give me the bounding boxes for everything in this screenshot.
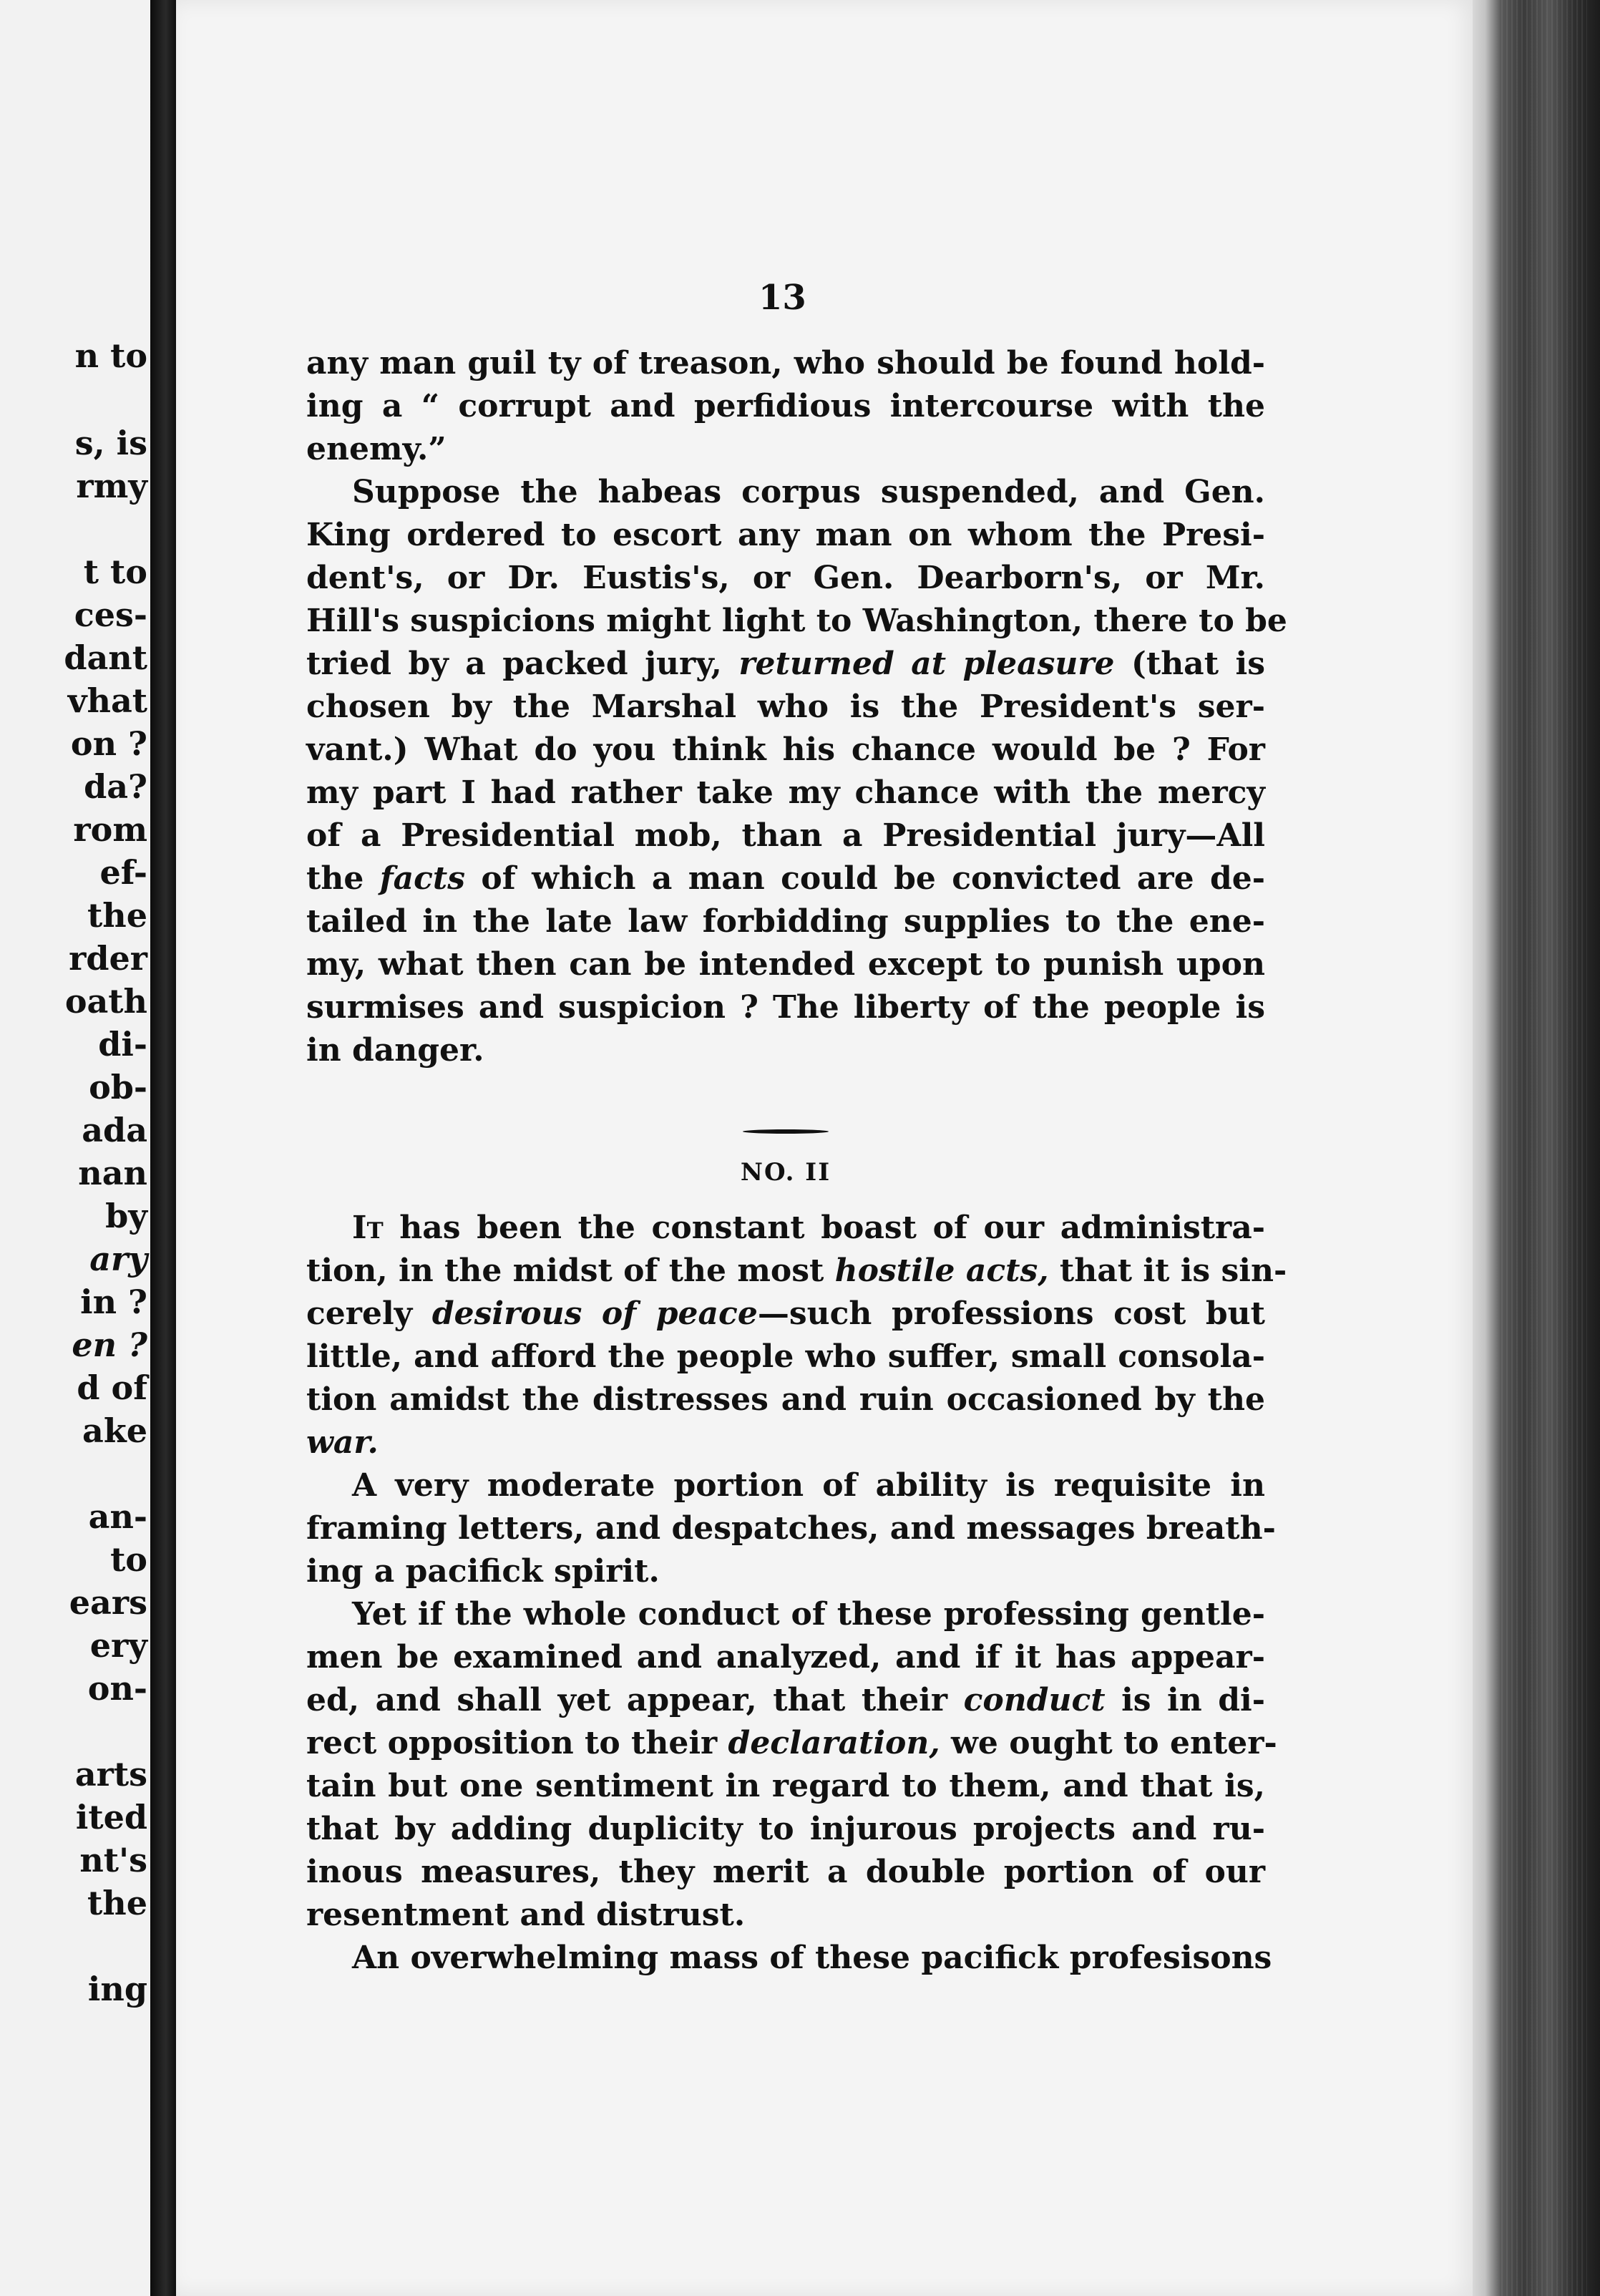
text-line: Suppose the habeas corpus suspended, and Gen. — [352, 474, 1265, 510]
text-line: my, what then can be intended except to punish upon — [306, 946, 1265, 983]
text-line: A very moderate portion of ability is requisite in — [352, 1467, 1265, 1504]
italic-text: conduct — [963, 1682, 1106, 1718]
paragraph — [306, 1207, 1287, 1464]
facing-page-fragment-line: n to — [74, 336, 147, 375]
facing-page-fragment-line: da? — [84, 767, 147, 806]
text-line: little, and afford the people who suffer, small consola- — [306, 1338, 1265, 1375]
text-line: dent's, or Dr. Eustis's, or Gen. Dearborn's, or Mr. — [306, 560, 1265, 596]
text-run: has been the constant boast of our administra- — [383, 1210, 1265, 1246]
facing-page-fragment-line: on ? — [70, 724, 147, 763]
facing-page-fragment-line: vhat — [67, 681, 147, 720]
facing-page-fragment-line: nan — [78, 1154, 147, 1192]
paragraph — [306, 342, 1265, 471]
drop-word: It — [352, 1210, 384, 1246]
text-line: tain but one sentiment in regard to them, and that is, — [306, 1768, 1265, 1804]
facing-page-fragment-line: dant — [64, 638, 147, 677]
text-run: (that is — [1131, 646, 1265, 682]
section-heading: NO. II — [740, 1158, 831, 1187]
text-run: cerely — [306, 1295, 413, 1332]
facing-page-fragment-line: on- — [87, 1669, 147, 1708]
text-line: tailed in the late law forbidding supplies to the ene- — [306, 903, 1265, 940]
facing-page-fragment-line: the — [87, 896, 147, 935]
text-run: tion, in the midst of the most — [306, 1252, 824, 1289]
facing-page-fragment-line: ces- — [74, 595, 147, 634]
text-line — [306, 1293, 1265, 1336]
text-line: resentment and distrust. — [306, 1897, 746, 1933]
facing-page-fragment-line: nt's — [79, 1841, 147, 1879]
text-line: that by adding duplicity to injurous projects and ru- — [306, 1811, 1265, 1847]
facing-page-fragment-line: ada — [82, 1111, 147, 1149]
text-line — [306, 857, 1265, 900]
paragraph — [306, 1464, 1276, 1593]
text-line — [306, 1207, 1265, 1250]
facing-page-fragment-line: di- — [98, 1025, 147, 1064]
text-run: rect opposition to their — [306, 1725, 718, 1761]
text-line — [306, 643, 1265, 686]
facing-page-fragment-line: rom — [73, 810, 147, 849]
facing-page-fragment-line: ery — [89, 1626, 147, 1665]
text-line: Yet if the whole conduct of these professing gentle- — [352, 1596, 1265, 1633]
facing-page-fragment-line: t to — [83, 553, 147, 591]
text-run: of which a man could be convicted are de- — [481, 860, 1265, 897]
facing-page-fragment-line: s, is — [74, 424, 147, 462]
text-line: King ordered to escort any man on whom the Presi- — [306, 517, 1265, 553]
text-line: ing a “ corrupt and perfidious intercourse with the — [306, 388, 1265, 424]
text-run: —such professions cost but — [757, 1295, 1265, 1332]
facing-page-fragment-line: ake — [82, 1411, 147, 1450]
facing-page-fragment-line: rmy — [76, 467, 147, 505]
text-line: Hill's suspicions might light to Washington, there to be — [306, 603, 1287, 639]
text-run: the — [306, 860, 364, 897]
section-divider — [306, 1102, 1265, 1145]
facing-page-fragment-line: rder — [69, 939, 147, 978]
facing-page-fragment-line: ing — [87, 1970, 147, 2008]
text-line: in danger. — [306, 1032, 484, 1069]
text-line: enemy.” — [306, 431, 447, 467]
text-run: that it is sin- — [1059, 1252, 1287, 1289]
paragraph — [306, 1937, 1272, 1980]
paragraph — [306, 471, 1287, 1072]
divider-rule — [743, 1129, 829, 1134]
facing-page-fragment-line: the — [87, 1884, 147, 1922]
text-line: vant.) What do you think his chance would be ? For — [306, 731, 1265, 768]
text-line: surmises and suspicion ? The liberty of the people is — [306, 989, 1265, 1026]
italic-text: returned at pleasure — [738, 646, 1115, 682]
text-line: chosen by the Marshal who is the President's ser- — [306, 689, 1265, 725]
text-line — [306, 1722, 1277, 1765]
facing-page-fragment-line: en ? — [72, 1325, 147, 1364]
book-gutter — [150, 0, 176, 2296]
page-number: 13 — [758, 278, 806, 318]
text-line: tion amidst the distresses and ruin occasioned by the — [306, 1381, 1265, 1418]
text-line — [306, 1250, 1287, 1293]
italic-text: hostile acts, — [834, 1252, 1049, 1289]
facing-page-fragment-line: d of — [77, 1368, 147, 1407]
facing-page-fragment-line: arts — [74, 1755, 147, 1794]
facing-page-fragment-line: an- — [88, 1497, 147, 1536]
paragraph — [306, 1593, 1277, 1937]
italic-text: declaration, — [728, 1725, 940, 1761]
text-run: we ought to enter- — [951, 1725, 1277, 1761]
text-line: war. — [306, 1424, 379, 1461]
text-line: inous measures, they merit a double portion of our — [306, 1854, 1265, 1890]
text-run: tried by a packed jury, — [306, 646, 722, 682]
facing-page-fragment-line: oath — [64, 982, 147, 1021]
italic-text: facts — [379, 860, 466, 897]
italic-text: desirous of peace — [431, 1295, 758, 1332]
facing-page-fragment — [0, 0, 150, 2296]
facing-page-fragment-line: ob- — [89, 1068, 147, 1106]
text-line: men be examined and analyzed, and if it has appear- — [306, 1639, 1265, 1675]
text-run: is in di- — [1121, 1682, 1265, 1718]
facing-page-fragment-line: in ? — [80, 1283, 147, 1321]
text-line: ing a pacifick spirit. — [306, 1553, 660, 1590]
facing-page-fragment-line: ef- — [99, 853, 147, 892]
facing-page-fragment-line: ary — [89, 1240, 147, 1278]
facing-page-fragment-line: ited — [75, 1798, 147, 1837]
text-run: ed, and shall yet appear, that their — [306, 1682, 948, 1718]
facing-page-fragment-line: by — [105, 1197, 147, 1235]
text-line: my part I had rather take my chance with the mercy — [306, 774, 1265, 811]
text-line: any man guil ty of treason, who should be found hold- — [306, 345, 1265, 381]
text-line: of a Presidential mob, than a Presidential jury—All — [306, 817, 1265, 854]
text-line: framing letters, and despatches, and messages breath- — [306, 1510, 1276, 1547]
facing-page-fragment-line: ears — [69, 1583, 147, 1622]
page-edge — [1473, 0, 1600, 2296]
facing-page-fragment-line: to — [110, 1540, 147, 1579]
text-line — [306, 1679, 1265, 1722]
text-line: An overwhelming mass of these pacifick profesisons — [352, 1940, 1272, 1976]
page-body-text — [306, 342, 1287, 1980]
